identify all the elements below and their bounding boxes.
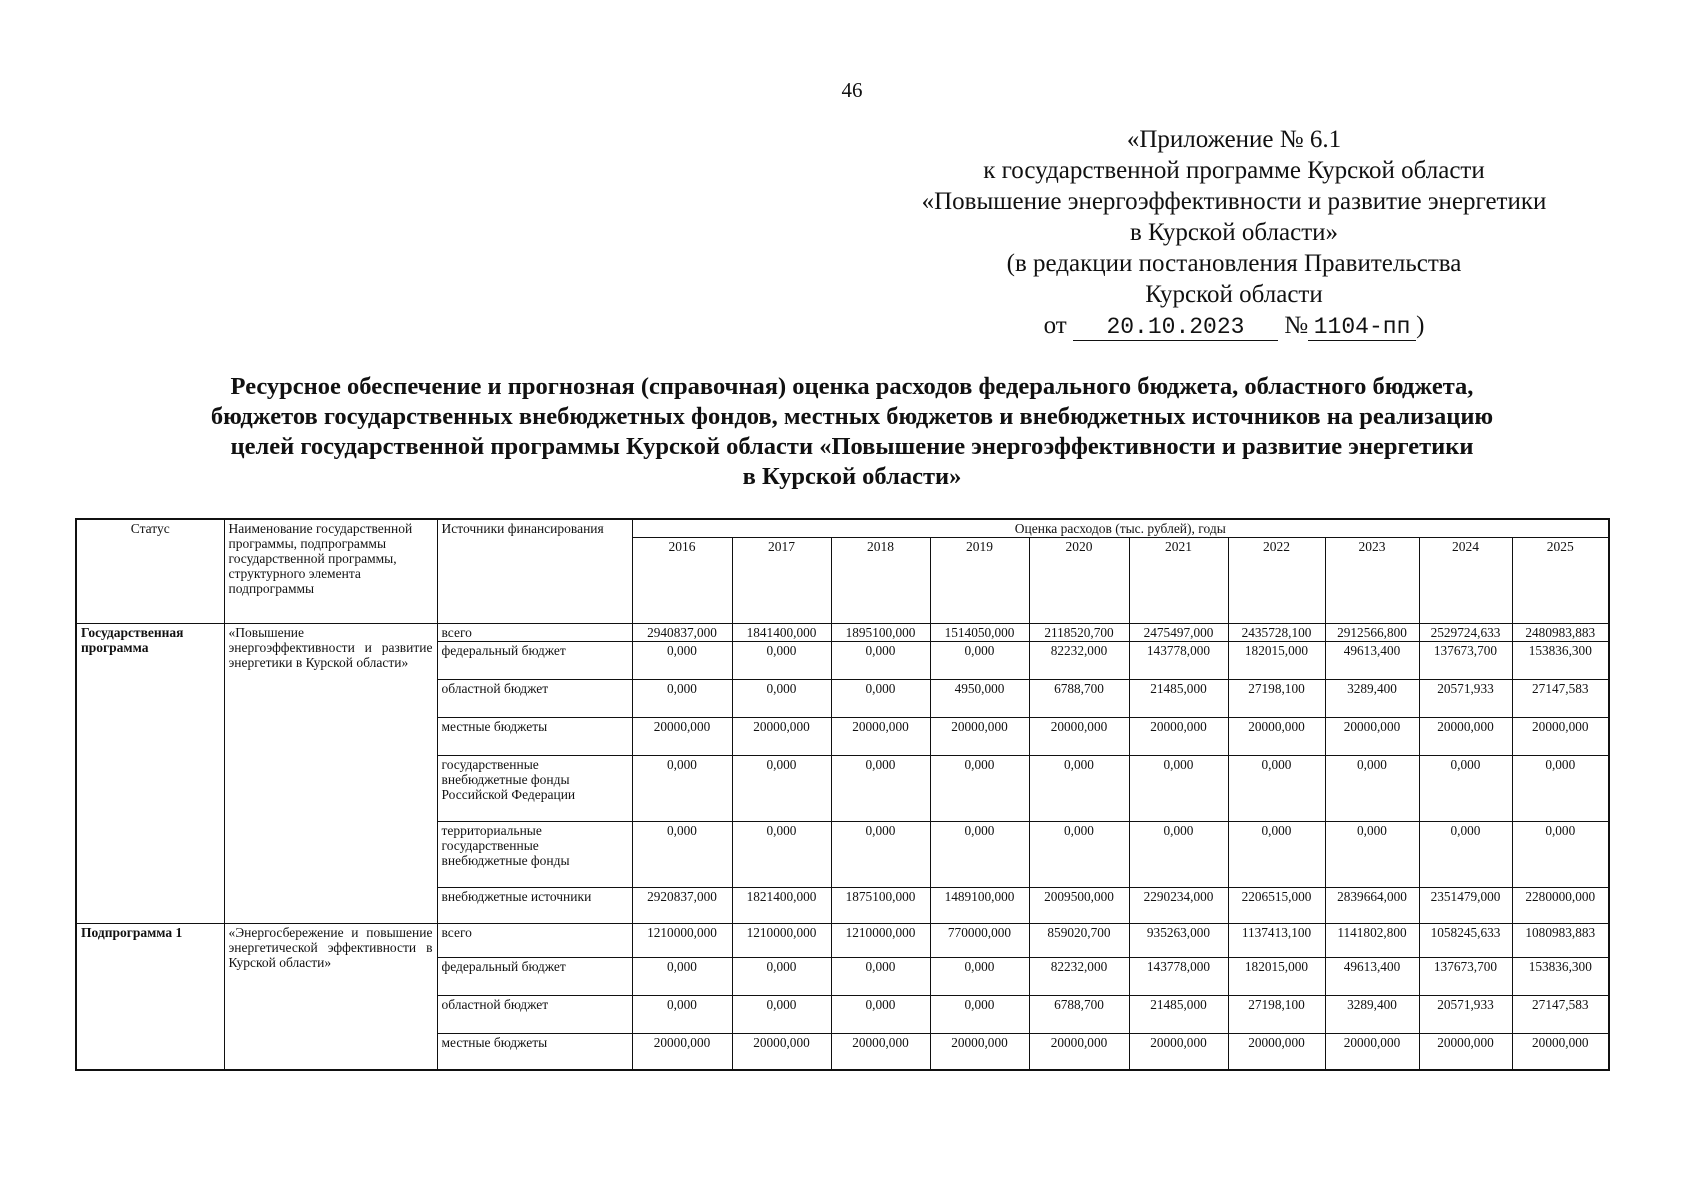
value-cell: 0,000 — [732, 680, 831, 718]
value-cell: 0,000 — [632, 680, 732, 718]
value-cell: 20571,933 — [1419, 996, 1512, 1034]
funding-source-cell: областной бюджет — [437, 680, 632, 718]
value-cell: 137673,700 — [1419, 958, 1512, 996]
from-label: от — [1043, 312, 1067, 339]
value-cell: 20000,000 — [1512, 1034, 1609, 1070]
value-cell: 0,000 — [732, 756, 831, 822]
value-cell: 153836,300 — [1512, 642, 1609, 680]
appendix-line: к государственной программе Курской области — [983, 157, 1485, 184]
value-cell: 0,000 — [632, 822, 732, 888]
value-cell: 20000,000 — [1029, 1034, 1129, 1070]
table-body — [76, 624, 1609, 1070]
year-header: 2022 — [1228, 538, 1325, 624]
appendix-line: в Курской области» — [1129, 219, 1339, 246]
header-estimate: Оценка расходов (тыс. рублей), годы — [632, 519, 1609, 538]
resource-table-wrap — [75, 518, 1610, 1071]
value-cell: 1875100,000 — [831, 888, 930, 924]
table-row — [76, 924, 1609, 958]
funding-source-cell: внебюджетные источники — [437, 888, 632, 924]
value-cell: 20000,000 — [1129, 718, 1228, 756]
value-cell: 0,000 — [732, 822, 831, 888]
value-cell: 49613,400 — [1325, 958, 1419, 996]
value-cell: 20000,000 — [1512, 718, 1609, 756]
value-cell: 0,000 — [930, 822, 1029, 888]
funding-source-cell: федеральный бюджет — [437, 642, 632, 680]
document-title — [60, 372, 1644, 492]
appendix-line: «Приложение № 6.1 — [1126, 126, 1342, 153]
value-cell: 0,000 — [831, 756, 930, 822]
value-cell: 0,000 — [930, 958, 1029, 996]
funding-source-cell: федеральный бюджет — [437, 958, 632, 996]
value-cell: 82232,000 — [1029, 642, 1129, 680]
value-cell: 20000,000 — [831, 1034, 930, 1070]
value-cell: 1514050,000 — [930, 624, 1029, 642]
value-cell: 770000,000 — [930, 924, 1029, 958]
value-cell: 2435728,100 — [1228, 624, 1325, 642]
value-cell: 0,000 — [831, 958, 930, 996]
value-cell: 0,000 — [1512, 822, 1609, 888]
value-cell: 143778,000 — [1129, 642, 1228, 680]
value-cell: 20000,000 — [1419, 1034, 1512, 1070]
value-cell: 0,000 — [930, 756, 1029, 822]
value-cell: 20000,000 — [732, 1034, 831, 1070]
status-cell: Государственная программа — [76, 624, 224, 924]
value-cell: 0,000 — [732, 996, 831, 1034]
year-header: 2021 — [1129, 538, 1228, 624]
value-cell: 20000,000 — [1129, 1034, 1228, 1070]
value-cell: 0,000 — [732, 958, 831, 996]
value-cell: 0,000 — [1129, 822, 1228, 888]
value-cell: 0,000 — [831, 822, 930, 888]
value-cell: 935263,000 — [1129, 924, 1228, 958]
value-cell: 20000,000 — [632, 1034, 732, 1070]
appendix-line: Курской области — [1145, 281, 1323, 308]
value-cell: 0,000 — [831, 642, 930, 680]
value-cell: 0,000 — [1325, 756, 1419, 822]
value-cell: 6788,700 — [1029, 680, 1129, 718]
value-cell: 0,000 — [1029, 756, 1129, 822]
value-cell: 0,000 — [632, 642, 732, 680]
value-cell: 6788,700 — [1029, 996, 1129, 1034]
header-name: Наименование государственной программы, подпрограммы государственной программы, структурного элемента подпрограммы — [224, 519, 437, 624]
value-cell: 0,000 — [831, 996, 930, 1034]
year-header: 2016 — [632, 538, 732, 624]
value-cell: 1058245,633 — [1419, 924, 1512, 958]
value-cell: 1895100,000 — [831, 624, 930, 642]
value-cell: 2290234,000 — [1129, 888, 1228, 924]
value-cell: 1210000,000 — [831, 924, 930, 958]
value-cell: 27198,100 — [1228, 996, 1325, 1034]
value-cell: 20571,933 — [1419, 680, 1512, 718]
value-cell: 20000,000 — [632, 718, 732, 756]
value-cell: 2940837,000 — [632, 624, 732, 642]
appendix-header — [874, 124, 1594, 341]
value-cell: 20000,000 — [1325, 718, 1419, 756]
value-cell: 20000,000 — [930, 718, 1029, 756]
value-cell: 0,000 — [1228, 756, 1325, 822]
value-cell: 1210000,000 — [732, 924, 831, 958]
value-cell: 2839664,000 — [1325, 888, 1419, 924]
title-line: в Курской области» — [742, 463, 962, 490]
value-cell: 1821400,000 — [732, 888, 831, 924]
year-header: 2023 — [1325, 538, 1419, 624]
value-cell: 21485,000 — [1129, 680, 1228, 718]
value-cell: 2475497,000 — [1129, 624, 1228, 642]
appendix-date-line — [874, 310, 1594, 341]
value-cell: 3289,400 — [1325, 680, 1419, 718]
title-line: целей государственной программы Курской области «Повышение энергоэффективности и развитие энергетики — [230, 433, 1474, 460]
value-cell: 49613,400 — [1325, 642, 1419, 680]
value-cell: 2920837,000 — [632, 888, 732, 924]
value-cell: 0,000 — [1029, 822, 1129, 888]
funding-source-cell: государственные внебюджетные фонды Российской Федерации — [437, 756, 632, 822]
value-cell: 20000,000 — [1419, 718, 1512, 756]
value-cell: 4950,000 — [930, 680, 1029, 718]
value-cell: 2009500,000 — [1029, 888, 1129, 924]
funding-source-cell: местные бюджеты — [437, 1034, 632, 1070]
value-cell: 20000,000 — [930, 1034, 1029, 1070]
value-cell: 0,000 — [1129, 756, 1228, 822]
value-cell: 859020,700 — [1029, 924, 1129, 958]
value-cell: 0,000 — [930, 642, 1029, 680]
value-cell: 82232,000 — [1029, 958, 1129, 996]
header-status: Статус — [76, 519, 224, 624]
value-cell: 0,000 — [930, 996, 1029, 1034]
value-cell: 27147,583 — [1512, 996, 1609, 1034]
year-header: 2020 — [1029, 538, 1129, 624]
appendix-line: (в редакции постановления Правительства — [1006, 250, 1462, 277]
value-cell: 20000,000 — [831, 718, 930, 756]
funding-source-cell: всего — [437, 624, 632, 642]
value-cell: 20000,000 — [1228, 1034, 1325, 1070]
value-cell: 20000,000 — [1228, 718, 1325, 756]
value-cell: 2118520,700 — [1029, 624, 1129, 642]
value-cell: 27147,583 — [1512, 680, 1609, 718]
value-cell: 1210000,000 — [632, 924, 732, 958]
funding-source-cell: территориальные государственные внебюджетные фонды — [437, 822, 632, 888]
program-name-cell: «Энергосбережение и повышение энергетической эффективности в Курской области» — [224, 924, 437, 1070]
value-cell: 0,000 — [632, 958, 732, 996]
funding-source-cell: местные бюджеты — [437, 718, 632, 756]
value-cell: 0,000 — [732, 642, 831, 680]
year-header: 2017 — [732, 538, 831, 624]
value-cell: 0,000 — [632, 756, 732, 822]
closing-paren: ) — [1416, 312, 1425, 339]
value-cell: 21485,000 — [1129, 996, 1228, 1034]
program-name-cell: «Повышение энергоэффективности и развитие энергетики в Курской области» — [224, 624, 437, 924]
value-cell: 2529724,633 — [1419, 624, 1512, 642]
value-cell: 0,000 — [1419, 822, 1512, 888]
value-cell: 0,000 — [1325, 822, 1419, 888]
decree-number: 1104-пп — [1308, 315, 1416, 341]
value-cell: 20000,000 — [732, 718, 831, 756]
value-cell: 0,000 — [831, 680, 930, 718]
value-cell: 2280000,000 — [1512, 888, 1609, 924]
number-label: № — [1284, 312, 1309, 339]
value-cell: 20000,000 — [1029, 718, 1129, 756]
value-cell: 2206515,000 — [1228, 888, 1325, 924]
decree-date: 20.10.2023 — [1073, 315, 1278, 341]
value-cell: 20000,000 — [1325, 1034, 1419, 1070]
appendix-line: «Повышение энергоэффективности и развитие энергетики — [921, 188, 1547, 215]
value-cell: 2480983,883 — [1512, 624, 1609, 642]
page-number: 46 — [841, 78, 863, 102]
value-cell: 0,000 — [1228, 822, 1325, 888]
value-cell: 27198,100 — [1228, 680, 1325, 718]
value-cell: 0,000 — [632, 996, 732, 1034]
value-cell: 1141802,800 — [1325, 924, 1419, 958]
funding-source-cell: областной бюджет — [437, 996, 632, 1034]
header-source: Источники финансирования — [437, 519, 632, 624]
value-cell: 2912566,800 — [1325, 624, 1419, 642]
value-cell: 153836,300 — [1512, 958, 1609, 996]
value-cell: 3289,400 — [1325, 996, 1419, 1034]
table-row — [76, 624, 1609, 642]
value-cell: 143778,000 — [1129, 958, 1228, 996]
value-cell: 2351479,000 — [1419, 888, 1512, 924]
year-header: 2024 — [1419, 538, 1512, 624]
value-cell: 0,000 — [1512, 756, 1609, 822]
value-cell: 1137413,100 — [1228, 924, 1325, 958]
value-cell: 0,000 — [1419, 756, 1512, 822]
title-line: Ресурсное обеспечение и прогнозная (справочная) оценка расходов федерального бюджета, областного бюджета, — [230, 373, 1474, 400]
value-cell: 1841400,000 — [732, 624, 831, 642]
value-cell: 1080983,883 — [1512, 924, 1609, 958]
year-header: 2019 — [930, 538, 1029, 624]
value-cell: 182015,000 — [1228, 958, 1325, 996]
value-cell: 137673,700 — [1419, 642, 1512, 680]
funding-source-cell: всего — [437, 924, 632, 958]
title-line: бюджетов государственных внебюджетных фондов, местных бюджетов и внебюджетных источников на реализацию — [210, 403, 1494, 430]
year-header: 2025 — [1512, 538, 1609, 624]
year-header: 2018 — [831, 538, 930, 624]
resource-table — [75, 518, 1610, 1071]
value-cell: 1489100,000 — [930, 888, 1029, 924]
status-cell: Подпрограмма 1 — [76, 924, 224, 1070]
value-cell: 182015,000 — [1228, 642, 1325, 680]
